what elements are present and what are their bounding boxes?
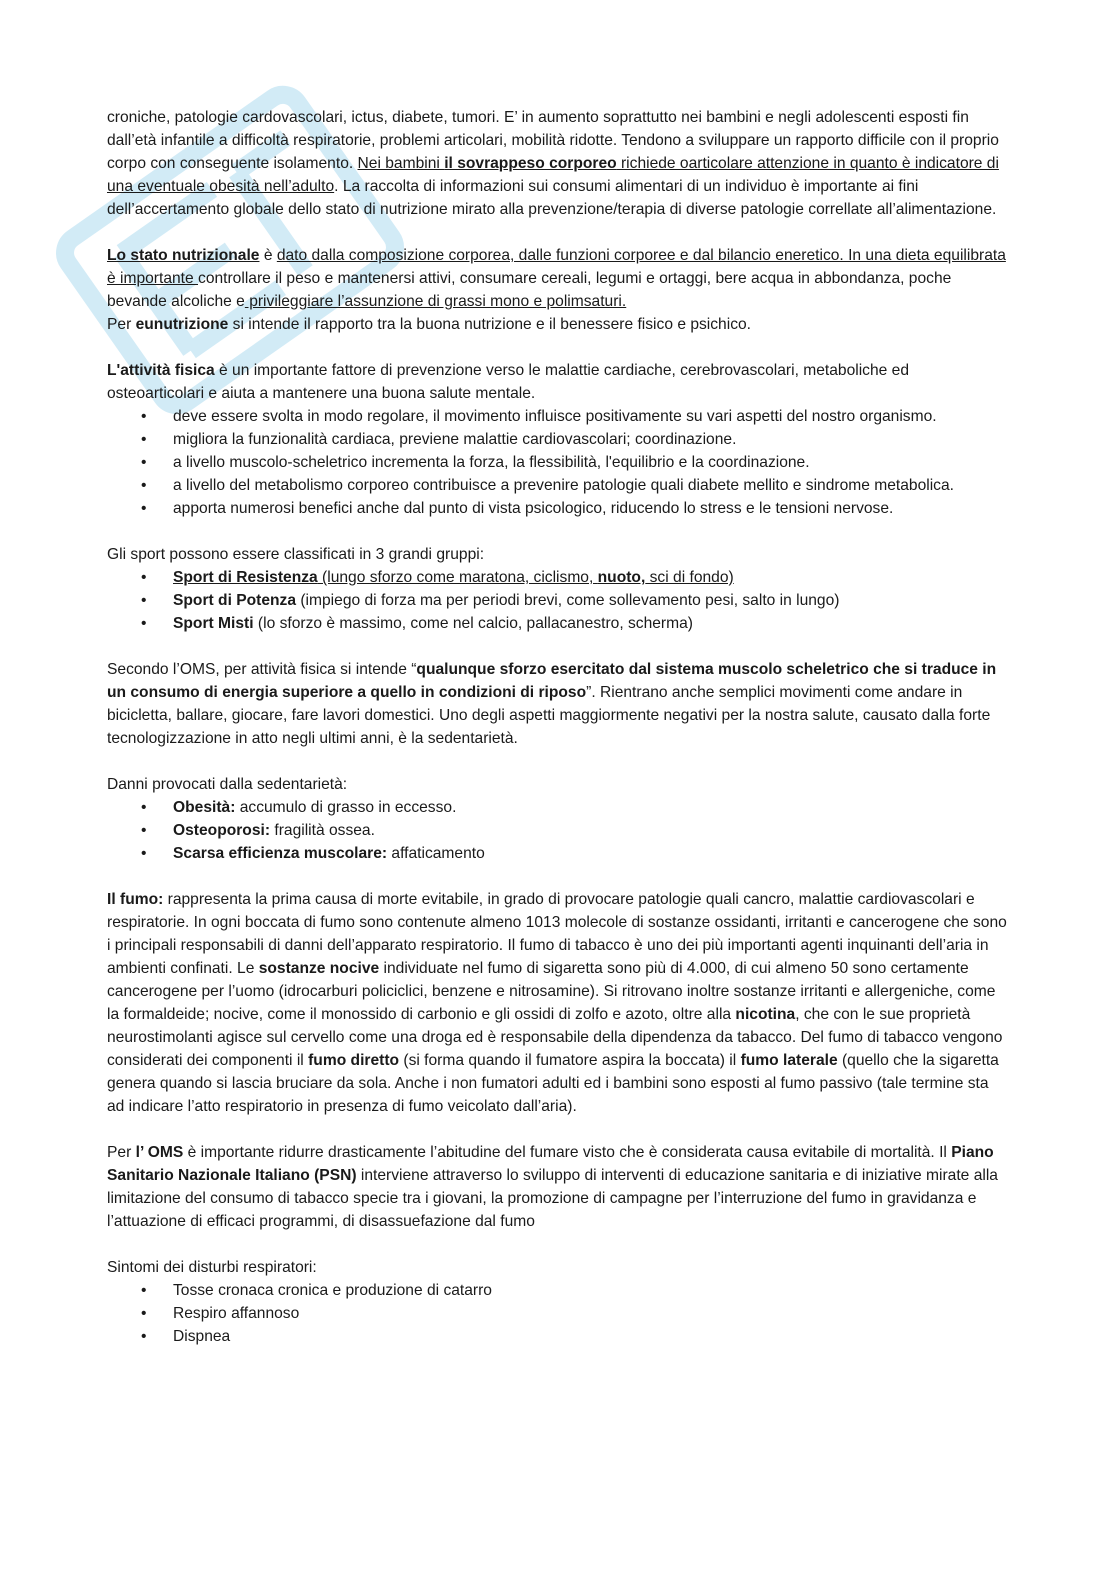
list-item: • Respiro affannoso [107, 1302, 1007, 1325]
bold-term: Piano Sanitario Nazionale Italiano (PSN) [107, 1144, 994, 1184]
paragraph-sedentary-intro: Danni provocati dalla sedentarietà: [107, 776, 348, 793]
list-item: • apporta numerosi benefici anche dal punto di vista psicologico, riducendo lo stress e le tensioni nervose. [107, 497, 1007, 520]
benefits-list [107, 405, 1007, 520]
text: , che con le sue proprietà neurostimolanti agisce sul cervello come una droga ed è responsabile della dipendenza da tabacco. Del fumo di tabacco vengono considerati dei componenti il [107, 1006, 1003, 1069]
list-item: • migliora la funzionalità cardiaca, previene malattie cardiovascolari; coordinazione. [107, 428, 1007, 451]
bold-term: Il fumo: [107, 891, 164, 908]
text: è importante ridurre drasticamente l’abitudine del fumare visto che è considerata causa evitabile di mortalità. Il [183, 1144, 952, 1161]
bold-term: Osteoporosi: [173, 822, 271, 839]
bold-term: sostanze nocive [258, 960, 380, 977]
bold-term: Sport di Resistenza [173, 569, 318, 586]
text: . La raccolta di informazioni sui consumi alimentari di un individuo è importante ai fini dell’accertamento globale dello stato di nutrizione mirato alla prevenzione/terapia di diverse patologie correllate all’alimentazione. [107, 178, 997, 218]
text: Per [107, 1144, 136, 1161]
text: Secondo l’OMS, per attività fisica si intende “ [107, 661, 417, 678]
text: richiede oarticolare attenzione in quanto è indicatore di una eventuale obesità nell’adulto [107, 155, 999, 195]
bold-term: l’ OMS [135, 1144, 184, 1161]
text: (impiego di forza ma per periodi brevi, come sollevamento pesi, salto in lungo) [296, 592, 840, 609]
text: rappresenta la prima causa di morte evitabile, in grado di provocare patologie quali cancro, malattie cardiovascolari e respiratorie. In ogni boccata di fumo sono contenute almeno 1013 molecole di sostanze ossidanti, irritanti e cancerogene che sono i principali responsabili di danni dell’apparato respiratorio. Il fumo di tabacco è uno dei più importanti agenti inquinanti dell’aria in ambienti confinati. Le [107, 891, 1007, 977]
bold-quote: qualunque sforzo esercitato dal sistema muscolo scheletrico che si traduce in un consumo di energia superiore a quello in condizioni di riposo [107, 661, 997, 701]
paragraph-oms-definition [107, 658, 1007, 750]
symptoms-list [107, 1279, 1007, 1348]
bold-term: fumo diretto [308, 1052, 400, 1069]
text: (si forma quando il fumatore aspira la boccata) il [399, 1052, 741, 1069]
paragraph-obesity [107, 106, 1007, 221]
bold-term: fumo laterale [740, 1052, 838, 1069]
list-item [107, 612, 1007, 635]
paragraph-sports-intro: Gli sport possono essere classificati in 3 grandi gruppi: [107, 546, 485, 563]
list-item [107, 819, 1007, 842]
bold-term: Sport di Potenza [173, 592, 297, 609]
text: (lungo sforzo come maratona, ciclismo, [317, 569, 598, 586]
text: fragilità ossea. [270, 822, 375, 839]
list-item: • Tosse cronaca cronica e produzione di catarro [107, 1279, 1007, 1302]
underlined-text: dato dalla composizione corporea, dalle funzioni corporee e dal bilancio eneretico. In una dieta equilibrata è importante [107, 247, 1006, 287]
list-item [107, 566, 1007, 589]
list-item [107, 796, 1007, 819]
bold-text: il sovrappeso corporeo [444, 155, 617, 172]
text: controllare il peso e mantenersi attivi, consumare cereali, legumi e ortaggi, bere acqua in abbondanza, poche bevande alcoliche e [107, 270, 952, 310]
text: Nei bambini [357, 155, 445, 172]
text: si intende il rapporto tra la buona nutrizione e il benessere fisico e psichico. [228, 316, 752, 333]
list-item: • deve essere svolta in modo regolare, il movimento influisce positivamente su vari aspetti del nostro organismo. [107, 405, 1007, 428]
paragraph-symptoms-intro: Sintomi dei disturbi respiratori: [107, 1259, 317, 1276]
text: affaticamento [387, 845, 485, 862]
bold-term: Scarsa efficienza muscolare: [173, 845, 388, 862]
text: croniche, patologie cardovascolari, ictus, diabete, tumori. E’ in aumento soprattutto nei bambini e negli adolescenti esposti fin dall’età infantile a difficoltà respiratorie, problemi articolari, mobilità ridotte. Tendono a sviluppare un rapporto difficile con il proprio corpo con conseguente isolamento. [107, 109, 999, 172]
paragraph-psn [107, 1141, 1007, 1233]
sports-list [107, 566, 1007, 635]
bold-term: L'attività fisica [107, 362, 215, 379]
bold-term: nuoto, [597, 569, 646, 586]
text: individuate nel fumo di sigaretta sono più di 4.000, di cui almeno 50 sono certamente cancerogene per l’uomo (idrocarburi policiclici, benzene e nitrosamine). Si ritrovano inoltre sostanze irritanti e allergeniche, come la formaldeide; nocive, come il monossido di carbonio e gli ossidi di zolfo e azoto, oltre alla [107, 960, 996, 1023]
text: interviene attraverso lo sviluppo di interventi di educazione sanitaria e di iniziative mirate alla limitazione del consumo di tabacco specie tra i giovani, la promozione di campagne per l’interruzione del fumo in gravidanza e l’attuazione di efficaci programmi, di disassuefazione dal fumo [107, 1167, 998, 1230]
text: (lo sforzo è massimo, come nel calcio, pallacanestro, scherma) [253, 615, 693, 632]
text: (quello che la sigaretta genera quando si lascia bruciare da sola. Anche i non fumatori adulti ed i bambini sono esposti al fumo passivo (tale termine sta ad indicare l’atto respiratorio in presenza di fumo veicolato dall’aria). [107, 1052, 999, 1115]
list-item: • Dispnea [107, 1325, 1007, 1348]
document-page [107, 106, 1007, 1371]
text: è [259, 247, 277, 264]
paragraph-physical-activity [107, 359, 1007, 405]
list-item [107, 842, 1007, 865]
bold-term: Obesità: [173, 799, 236, 816]
bold-term: Sport Misti [173, 615, 254, 632]
list-item: • a livello del metabolismo corporeo contribuisce a prevenire patologie quali diabete mellito e sindrome metabolica. [107, 474, 1007, 497]
paragraph-eunutrition [107, 313, 1007, 336]
paragraph-smoking [107, 888, 1007, 1118]
bold-term: nicotina [735, 1006, 796, 1023]
list-item [107, 589, 1007, 612]
text: accumulo di grasso in eccesso. [235, 799, 457, 816]
paragraph-nutritional-state [107, 244, 1007, 313]
bold-underlined-term: Lo stato nutrizionale [107, 247, 260, 264]
damages-list [107, 796, 1007, 865]
bold-term: eunutrizione [135, 316, 229, 333]
underlined-text: privileggiare l’assunzione di grassi mono e polimsaturi. [244, 293, 627, 310]
text: è un importante fattore di prevenzione verso le malattie cardiache, cerebrovascolari, metaboliche ed osteoarticolari e aiuta a mantenere una buona salute mentale. [107, 362, 909, 402]
list-item: • a livello muscolo-scheletrico incrementa la forza, la flessibilità, l'equilibrio e la coordinazione. [107, 451, 1007, 474]
text: sci di fondo) [645, 569, 734, 586]
text: Per [107, 316, 136, 333]
text: ”. Rientrano anche semplici movimenti come andare in bicicletta, ballare, giocare, fare lavori domestici. Uno degli aspetti maggiormente negativi per la nostra salute, causato dalla forte tecnologizzazione in atto negli ultimi anni, è la sedentarietà. [107, 684, 991, 747]
